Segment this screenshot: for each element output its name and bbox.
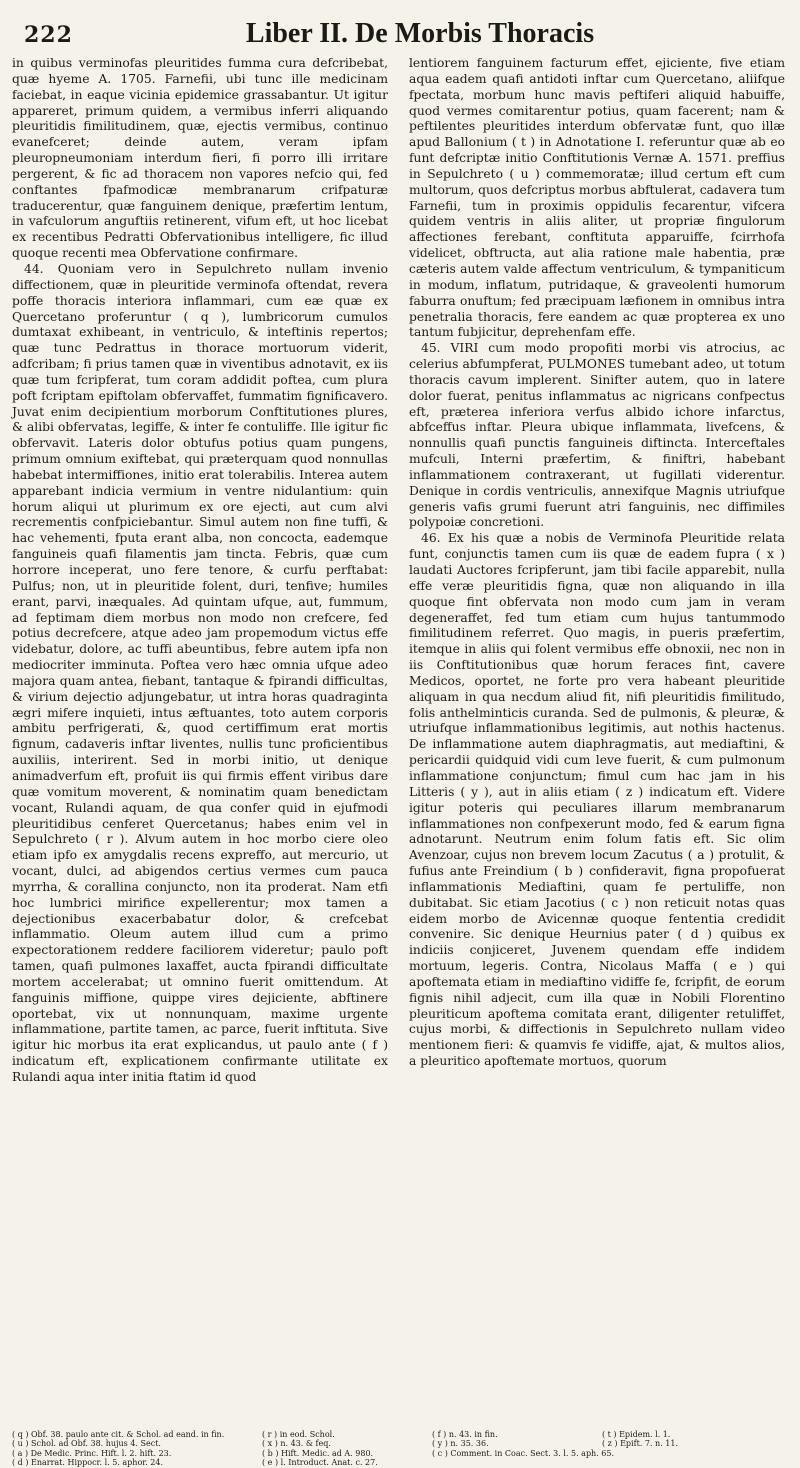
- paragraph: 45. VIRI cum modo propofiti morbi vis atrocius, ac celerius abfumpferat, PULMONES tumebant adeo, ut totum thoracis cavum implerent. Sinifter autem, quo in latere dolor fuerat, penitus inflammatus ac nigricans confpectus eft, præterea inferiora verfus albido ichore infarctus, abfceffus inftar. Pleura ubique inflammata, livefcens, & nonnullis quafi punctis fanguineis diftincta. Interceftales mufculi, Interni præfertim, & finiftri, habebant inflammationem contraxerant, ut fugillati viderentur. Denique in cordis ventriculis, annexifque Magnis utriufque generis vafis grumi fuerunt atri fanguinis, nec diffimiles polypoiæ concretioni.: [409, 341, 785, 530]
- footnote: ( y ) n. 35. 36.: [432, 1439, 489, 1449]
- page-number: 222: [24, 22, 73, 48]
- footnote: ( f ) n. 43. in fin.: [432, 1430, 498, 1439]
- left-column: [12, 56, 388, 1422]
- footnote: ( u ) Schol. ad Obf. 38. hujus 4. Sect.: [12, 1439, 161, 1449]
- paragraph: 44. Quoniam vero in Sepulchreto nullam invenio diffectionem, quæ in pleuritide verminofa oftendat, revera poffe thoracis interiora inflammari, cum eæ quæ ex Quercetano proferuntur ( q ), lumbricorum cumulos dumtaxat exhibeant, in ventriculo, & inteftinis repertos; quæ tunc Pedrattus in thorace mortuorum viderit, adfcribam; fi prius tamen quæ in viventibus adnotavit, ex iis quæ tum fcripferat, tum coram addidit poftea, cum plura poft fcriptam epiftolam obfervaffet, fummatim fignificavero. Juvat enim decipientium morborum Conftitutiones plures, & alibi obfervatas, legiffe, & inter fe contuliffe. Ille igitur fic obfervavit. Lateris dolor obtufus potius quam pungens, primum omnium exiftebat, qui præterquam quod nonnullas habebat intermiffiones, initio erat tolerabilis. Interea autem apparebant indicia vermium in ventre nidulantium: quin horum aliqui ut plurimum ex ore ejecti, aut cum alvi recrementis confpiciebantur. Simul autem non fine tuffi, & hac vehementi, fputa erant alba, non concocta, eademque fanguineis quafi filamentis jam tincta. Febris, quæ cum horrore inceperat, uno fere tenore, & curfu perftabat: Pulfus; non, ut in pleuritide folent, duri, tenfive; humiles erant, parvi, inæquales. Ad quintam ufque, aut, fummum, ad feptimam diem morbus non modo non crefcere, fed potius decrefcere, atque adeo jam propemodum victus effe videbatur, dolore, ac tuffi abeuntibus, febre autem ipfa non mediocriter imminuta. Poftea vero hæc omnia ufque adeo majora quam antea, fiebant, tantaque & fpirandi difficultas, & virium dejectio adjungebatur, ut intra horas quadraginta ægri mifere inquieti, intus æftuantes, toto autem corporis ambitu perfrigerati, &, quod certiffimum erat mortis fignum, cadaveris inftar liventes, nullis tunc proficientibus auxiliis, interirent. Sed in morbi initio, ut denique animadverfum eft, profuit iis qui firmis effent viribus dare quæ vomitum moverent, & nominatim quam benedictam vocant, Rulandi aquam, de qua confer quid in ejufmodi pleuritidibus cenferet Quercetanus; habes enim vel in Sepulchreto ( r ). Alvum autem in hoc morbo ciere oleo etiam ipfo ex amygdalis recens expreffo, aut mercurio, ut vocant, dulci, ad abigendos certius vermes cum pauca myrrha, & corallina conjuncto, non ita proderat. Nam etfi hoc lumbrici mirifice expellerentur; mox tamen a dejectionibus exacerbabatur dolor, & crefcebat inflammatio. Oleum autem illud cum a primo expectorationem reddere faciliorem videretur; paulo poft tamen, quafi pulmones laxaffet, aucta fpirandi difficultate mortem accelerabat; ut omnino fuerit omittendum. At fanguinis miffione, quippe vires dejiciente, abftinere oportebat, vix ut nonnunquam, maxime urgente inflammatione, partite tamen, ac parce, fuerit inftituta. Sive igitur hic morbus ita erat explicandus, ut paulo ante ( f ) indicatum eft, explicationem confirmante utilitate ex Rulandi aqua inter initia ftatim id quod: [12, 261, 389, 1084]
- footnote: ( q ) Obf. 38. paulo ante cit. & Schol. ad eand. in fin.: [12, 1430, 225, 1439]
- footnotes: [12, 1430, 792, 1468]
- footnote-row: [12, 1458, 792, 1467]
- footnote: ( b ) Hift. Medic. ad A. 980.: [262, 1448, 374, 1458]
- paragraph: lentiorem fanguinem facturum effet, ejiciente, five etiam aqua eadem quafi antidoti inftar cum Quercetano, aliifque fpectata, morbum hunc mavis peftiferi aliquid habuiffe, quod vermes comitarentur potius, quam facerent; nam & peftilentes pleuritides interdum obfervatæ funt, quo illæ apud Ballonium ( t ) in Adnotatione I. referuntur quæ ab eo funt defcriptæ initio Conftitutionis Vernæ A. 1571. preffius in Sepulchreto ( u ) commemoratæ; illud certum eft cum multorum, quos defcriptus morbus abftulerat, cadavera tum Farnefii, tum in proximis oppidulis fecarentur, vifcera quidem ventris in aliis aliter, ut propriæ fingulorum affectiones ferebant, conftituta apparuiffe, fcirrhofa videlicet, obftructa, aut alia ratione male habentia, præ cæteris autem valde affectum ventriculum, & tympaniticum in modum, inflatum, putridaque, & graveolenti humorum faburra onuftum; fed præcipuam læfionem in omnibus intra penetralia thoracis, fere eandem ac quæ propterea ex uno tantum fubjicitur, deprehenfam effe.: [409, 56, 785, 340]
- paragraph: in quibus verminofas pleuritides fumma cura defcribebat, quæ hyeme A. 1705. Farnefii, ubi tunc ille medicinam faciebat, in eaque vicinia epidemice grassabantur. Ut igitur appareret, primum quidem, a vermibus inferri aliquando pleuritidis fimilitudinem, quæ, ejectis vermibus, continuo evanefceret; deinde autem, veram ipfam pleuropneumoniam interdum fieri, fi porro illi irritare pergerent, & fic ad thoracem non vapores nefcio qui, fed conftantes fpafmodicæ membranarum crifpaturæ traducerentur, quæ fanguinem denique, præfertim lentum, in vafculorum anguftiis retinerent, vifum eft, ut hoc licebat ex recentibus Pedratti Obfervationibus intelligere, fic illud quoque recenti mea Obfervatione confirmare.: [12, 56, 388, 261]
- footnote: ( t ) Epidem. l. 1.: [602, 1430, 671, 1439]
- footnote-row: [12, 1439, 792, 1448]
- running-head: Liber II. De Morbis Thoracis: [245, 18, 595, 49]
- paragraph: 46. Ex his quæ a nobis de Verminofa Pleuritide relata funt, conjunctis tamen cum iis quæ de eadem fupra ( x ) laudati Auctores fcripferunt, jam tibi facile apparebit, nulla effe veræ pleuritidis figna, quæ non aliquando in illa quoque fint obfervata non modo cum jam in veram degeneraffet, fed tum etiam cum hujus tantummodo fimilitudinem referret. Quo magis, in pueris præfertim, itemque in aliis qui folent vermibus effe obnoxii, nec non in iis Conftitutionibus quæ horum feraces fint, cavere Medicos, oportet, ne forte pro vera habeant pleuritide aliquam in qua necdum aliud fit, nifi pleuritidis fimilitudo, folis anthelminticis curanda. Sed de pulmonis, & pleuræ, & utriufque inflammationibus legitimis, aut nothis hactenus. De inflammatione autem diaphragmatis, aut mediaftini, & pericardii quidquid vidi cum leve fuerit, & cum pulmonum inflammatione conjunctum; fimul cum hac jam in his Litteris ( y ), aut in aliis etiam ( z ) indicatum eft. Videre igitur poteris qui peculiares illarum membranarum inflammationes non confpexerunt modo, fed & earum figna adnotarunt. Neutrum enim folum fatis eft. Sic olim Avenzoar, cujus non brevem locum Zacutus ( a ) protulit, & fufius ante Freindium ( b ) confideravit, figna propofuerat inflammationis Mediaftini, quam fe pertuliffe, non dubitabat. Sic etiam Jacotius ( c ) non reticuit notas quas eidem morbo de Avicennæ quoque fententia credidit convenire. Sic denique Heurnius pater ( d ) quibus ex indiciis conjiceret, Juvenem quendam effe indidem mortuum, legeris. Contra, Nicolaus Maffa ( e ) qui apoftemata etiam in mediaftino vidiffe fe, fcripfit, de eorum fignis nihil adjecit, cum illa quæ in Nobili Florentino pleuriticum apoftema comitata erant, diligenter retuliffet, cujus morbi, & diffectionis in Sepulchreto nullam video mentionem fieri: & quamvis fe vidiffe, ajat, & multos alios, a pleuritico apoftemate mortuos, quorum: [409, 531, 785, 1069]
- footnote: ( d ) Enarrat. Hippocr. l. 5. aphor. 24.: [12, 1458, 164, 1468]
- footnote: ( x ) n. 43. & feq.: [262, 1439, 331, 1449]
- footnote-row: [12, 1430, 792, 1439]
- right-column: [409, 56, 785, 1422]
- footnote: ( r ) in eod. Schol.: [262, 1430, 335, 1439]
- footnote: ( z ) Epift. 7. n. 11.: [602, 1439, 679, 1449]
- footnote: ( a ) De Medic. Princ. Hift. l. 2. hift. 23.: [12, 1448, 172, 1458]
- footnote-row: [12, 1449, 792, 1458]
- footnote: ( c ) Comment. in Coac. Sect. 3. l. 5. aph. 65.: [432, 1448, 615, 1458]
- page-header: [20, 18, 780, 58]
- footnote: ( e ) l. Introduct. Anat. c. 27.: [262, 1458, 378, 1468]
